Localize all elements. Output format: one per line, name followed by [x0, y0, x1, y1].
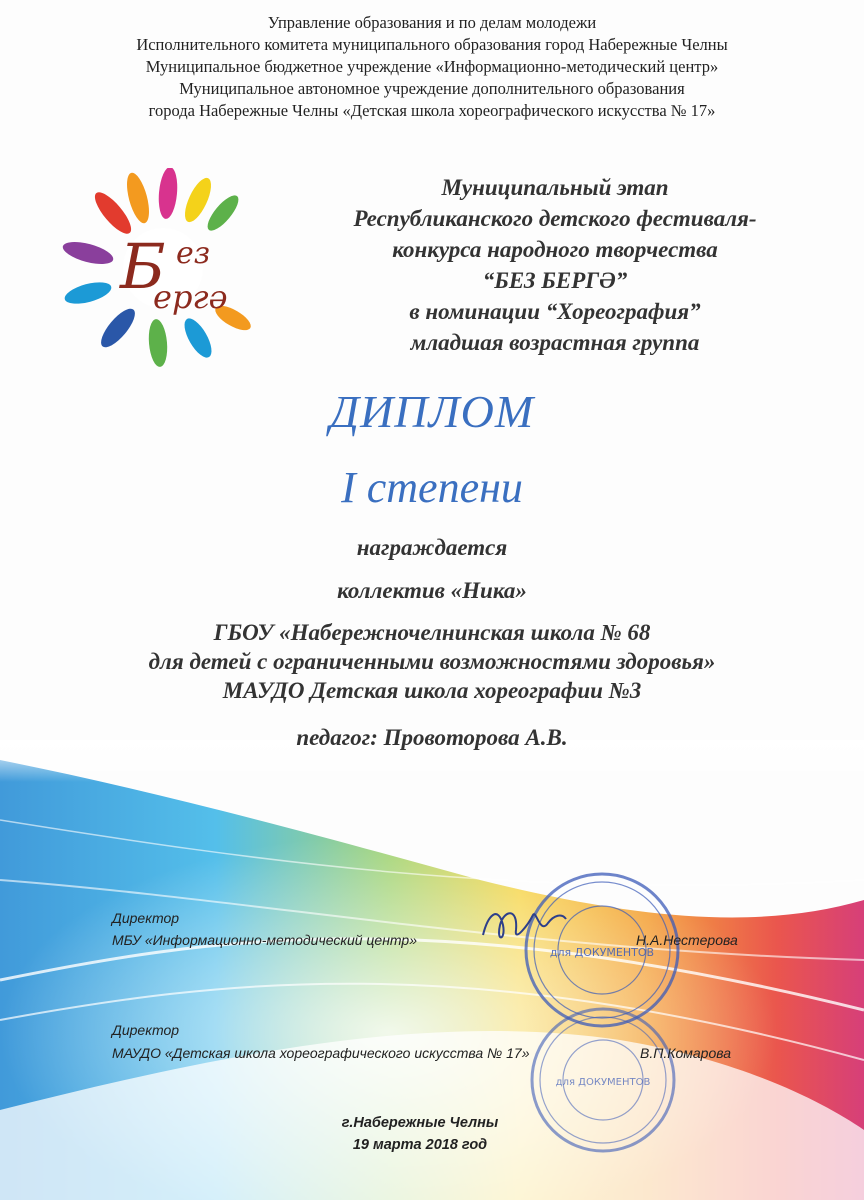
teacher-name: педагог: Провоторова А.В.: [296, 725, 568, 750]
director-2-name: В.П.Комарова: [640, 1045, 732, 1061]
event-line: конкурса народного творчества: [392, 237, 718, 262]
awarded-label: награждается: [356, 535, 508, 560]
school-2: МАУДО Детская школа хореографии №3: [222, 678, 642, 703]
director-1-org: МБУ «Информационно-методический центр»: [112, 932, 417, 948]
handwritten-signature-icon: [478, 895, 568, 955]
event-line: “БЕЗ БЕРГӘ”: [482, 268, 628, 293]
diploma-title: ДИПЛОМ: [329, 386, 535, 437]
header-line: Исполнительного комитета муниципального образования город Набережные Челны: [136, 35, 728, 54]
director-2-title: Директор: [112, 1022, 180, 1038]
issuer-header: [0, 12, 864, 122]
header-line: Управление образования и по делам молодежи: [267, 13, 597, 32]
event-line: младшая возрастная группа: [410, 330, 700, 355]
logo-text-ez: ез: [176, 236, 211, 271]
header-line: Муниципальное автономное учреждение дополнительного образования: [179, 79, 685, 98]
school-line-1: ГБОУ «Набережночелнинская школа № 68: [213, 620, 651, 645]
header-line: города Набережные Челны «Детская школа хореографического искусства № 17»: [148, 101, 716, 120]
collective-name: коллектив «Ника»: [337, 578, 527, 603]
header-line: Муниципальное бюджетное учреждение «Информационно-методический центр»: [145, 57, 719, 76]
stamp-text: для ДОКУМЕНТОВ: [549, 946, 655, 959]
diploma-degree: I степени: [341, 463, 523, 512]
logo-letter-b: Б: [120, 230, 166, 303]
logo-text-berge: ергә: [153, 278, 228, 316]
event-description: [290, 172, 820, 358]
director-1-title: Директор: [112, 910, 180, 926]
event-line: в номинации “Хореография”: [409, 299, 701, 324]
event-line: Муниципальный этап: [441, 175, 669, 200]
event-line: Республиканского детского фестиваля-: [353, 206, 757, 231]
issue-place-date: [340, 1112, 500, 1156]
director-2-org: МАУДО «Детская школа хореографического искусства № 17»: [112, 1045, 530, 1061]
stamp-text: для ДОКУМЕНТОВ: [555, 1077, 651, 1088]
issue-date: 19 марта 2018 год: [352, 1137, 488, 1153]
school-stamp-icon: [528, 1005, 678, 1155]
director-1-name: Н.А.Нестерова: [636, 932, 738, 948]
festival-logo: [58, 168, 308, 368]
issue-city: г.Набережные Челны: [341, 1115, 499, 1131]
school-line-2: для детей с ограниченными возможностями здоровья»: [148, 649, 716, 674]
